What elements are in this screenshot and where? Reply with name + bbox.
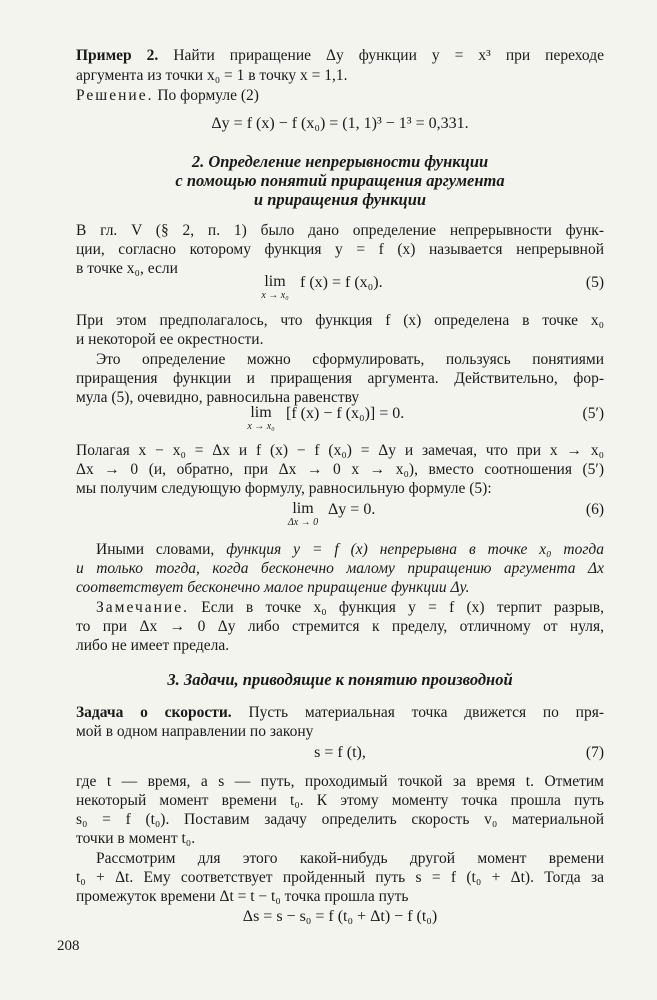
eq7-expression: s = f (t), (314, 744, 366, 761)
remark-line-3: либо не имеет предела. (76, 637, 230, 654)
p5-line-3: соответствует бесконечно малое приращение функции Δy. (76, 579, 470, 596)
p6-line-3: s₀ = f (t₀). Поставим задачу определить скорость v₀ материальной (76, 811, 604, 828)
section-2-title-line-3: и приращения функции (253, 190, 427, 209)
solution-label: Решение. (76, 87, 154, 104)
p3-line-2: приращения функции и приращения аргумента. Действительно, фор- (76, 370, 604, 387)
p7-line-3: промежуток времени Δt = t − t₀ точка прошла путь (76, 888, 409, 905)
example-text: Найти приращение Δy функции y = x³ при переходе (173, 47, 604, 64)
page-number: 208 (57, 938, 80, 954)
remark-line-2: то при Δx → 0 Δy либо стремится к пределу, отличному от нуля, (76, 618, 604, 635)
eq6-expression: Δy = 0. (328, 501, 376, 518)
p3-line-1: Это определение можно сформулировать, пользуясь понятиями (96, 351, 604, 368)
p7-line-1: Рассмотрим для этого какой-нибудь другой момент времени (96, 850, 604, 867)
p5-statement: функция y = f (x) непрерывна в точке x₀ тогда (226, 541, 605, 558)
eq6-number: (6) (585, 501, 604, 518)
p5-line-2: и только тогда, когда бесконечно малому приращению аргумента Δx (76, 560, 604, 577)
p2-line-1: При этом предполагалось, что функция f (x) определена в точке x₀ (76, 312, 604, 329)
task-line-1 (76, 703, 604, 722)
eq5p-limit-sub: x → x₀ (247, 421, 275, 432)
p5-line-1 (96, 540, 604, 559)
p4-line-1: Полагая x − x₀ = Δx и f (x) − f (x₀) = Δy и замечая, что при x → x₀ (76, 442, 604, 459)
remark-text: Если в точке x₀ функция y = f (x) терпит разрыв, (201, 599, 604, 616)
example-formula: Δy = f (x) − f (x₀) = (1, 1)³ − 1³ = 0,331. (211, 115, 469, 132)
eq5-expression: f (x) = f (x₀). (300, 274, 383, 291)
eq7-number: (7) (585, 744, 604, 761)
final-formula: Δs = s − s₀ = f (t₀ + Δt) − f (t₀) (242, 908, 438, 925)
p1-line-2: ции, согласно которому функция y = f (x) называется непрерывной (76, 241, 604, 258)
eq5p-limit (239, 404, 283, 432)
eq6-lim: lim (292, 500, 314, 517)
remark-line-1 (96, 598, 604, 617)
p1-line-3: в точке x₀, если (76, 260, 178, 277)
eq5p-lim: lim (250, 404, 272, 421)
solution-line (76, 86, 604, 105)
eq6-limit (281, 500, 325, 528)
task-text: Пусть материальная точка движется по пря- (248, 704, 605, 721)
section-3-title: 3. Задачи, приводящие к понятию производной (167, 670, 513, 689)
solution-text: По формуле (2) (157, 87, 259, 104)
example-label: Пример 2. (76, 47, 159, 64)
section-2-title-line-1: 2. Определение непрерывности функции (191, 152, 489, 171)
eq5-number: (5) (585, 274, 604, 291)
p4-line-2: Δx → 0 (и, обратно, при Δx → 0 x → x₀), вместо соотношения (5′) (76, 461, 604, 478)
p7-line-2: t₀ + Δt. Ему соответствует пройденный путь s = f (t₀ + Δt). Тогда за (76, 869, 604, 886)
eq5-limit (255, 273, 295, 301)
task-line-2: мой в одном направлении по закону (76, 723, 314, 740)
p1-line-1: В гл. V (§ 2, п. 1) было дано определение непрерывности функ- (76, 222, 604, 239)
p3-line-3: мула (5), очевидно, равносильна равенству (76, 389, 360, 406)
example-line-2: аргумента из точки x₀ = 1 в точку x = 1,1. (76, 67, 348, 84)
p5-intro: Иными словами, (96, 541, 215, 558)
p2-line-2: и некоторой ее окрестности. (76, 331, 264, 348)
p6-line-4: точки в момент t₀. (76, 830, 196, 847)
section-2-title-line-2: с помощью понятий приращения аргумента (175, 171, 505, 190)
eq5p-number: (5′) (582, 405, 604, 422)
eq6-limit-sub: Δx → 0 (287, 517, 319, 528)
p4-line-3: мы получим следующую формулу, равносильную формуле (5): (76, 480, 492, 497)
p6-line-2: некоторый момент времени t₀. К этому моменту точка прошла путь (76, 792, 604, 809)
remark-label: Замечание. (96, 599, 189, 616)
eq5-limit-sub: x → x₀ (261, 290, 289, 301)
eq5p-expression: [f (x) − f (x₀)] = 0. (286, 405, 405, 422)
task-label: Задача о скорости. (76, 704, 232, 721)
p6-line-1: где t — время, а s — путь, проходимый точкой за время t. Отметим (76, 773, 604, 790)
eq5-lim: lim (264, 273, 286, 290)
example-line-1 (76, 46, 604, 65)
